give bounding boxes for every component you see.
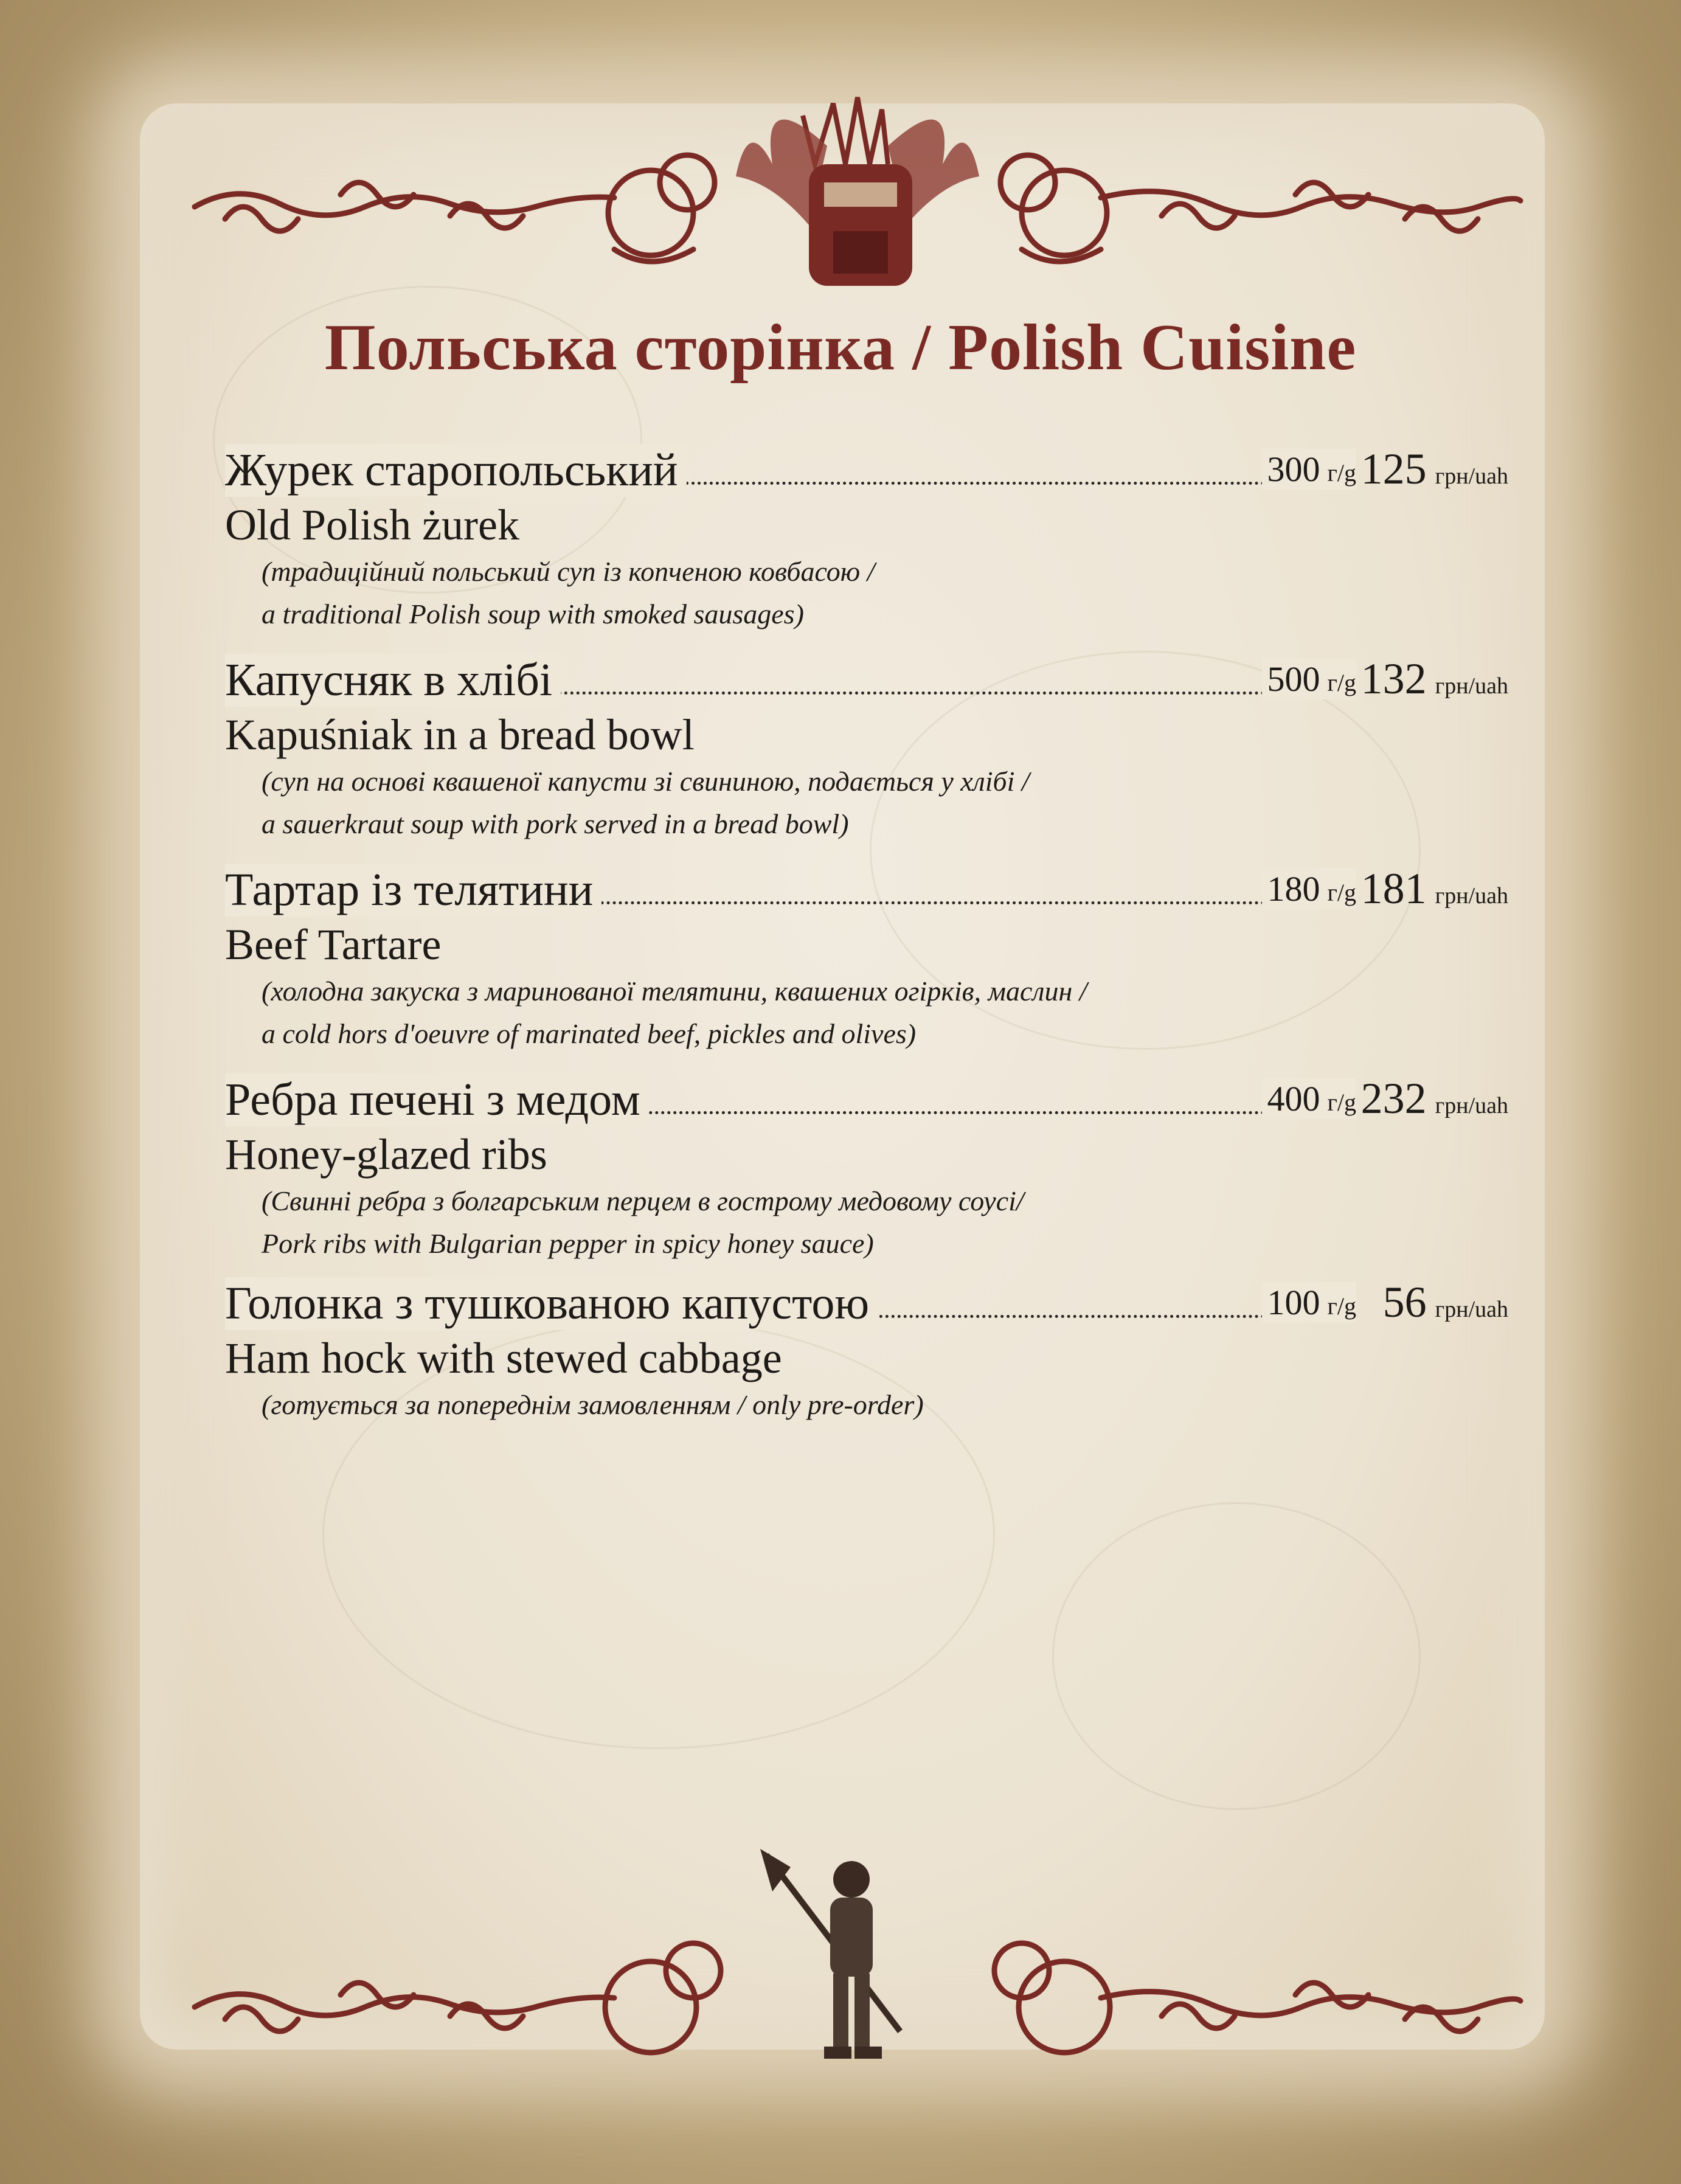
dish-description: a sauerkraut soup with pork served in a bread bowl) (262, 808, 849, 839)
dish-weight: 180 г/g (1262, 868, 1356, 909)
dish-price: 181 грн/uah (1360, 864, 1508, 913)
dish-description: (холодна закуска з маринованої телятини, квашених огірків, маслин / (262, 976, 1087, 1007)
bottom-ornament (189, 1849, 1527, 2068)
dish-price: 232 грн/uah (1360, 1074, 1508, 1123)
dish-price: 132 грн/uah (1360, 654, 1508, 703)
dish-price: 56 грн/uah (1382, 1278, 1508, 1326)
top-ornament (189, 91, 1527, 292)
knight-with-halberd-icon (760, 1849, 900, 2059)
dish-description: (готується за попереднім замовленням / only pre-order) (262, 1389, 924, 1420)
page-title: Польська сторінка / Polish Cuisine (324, 311, 1357, 384)
dish-description: (суп на основі квашеної капусти зі свининою, подається у хлібі / (262, 766, 1030, 797)
menu-item-header (225, 1073, 1508, 1128)
dish-name-ua: Голонка з тушкованою капустою (225, 1277, 878, 1330)
dish-name-en: Honey-glazed ribs (225, 1130, 547, 1179)
dish-weight: 400 г/g (1262, 1078, 1356, 1119)
menu-item-header (225, 1277, 1508, 1332)
menu-item (225, 1073, 1508, 1265)
dish-description: a cold hors d'oeuvre of marinated beef, pickles and olives) (262, 1018, 917, 1049)
menu-item (225, 1277, 1508, 1426)
menu-item (225, 864, 1508, 1055)
dish-name-ua: Ребра печені з медом (225, 1073, 649, 1126)
dish-name-ua: Журек старопольський (225, 444, 687, 497)
dish-weight: 100 г/g (1262, 1282, 1356, 1323)
dish-weight: 300 г/g (1262, 449, 1356, 490)
dish-name-en: Ham hock with stewed cabbage (225, 1334, 782, 1382)
dish-description: (Свинні ребра з болгарським перцем в гострому медовому соусі/ (262, 1185, 1024, 1216)
dish-description: Pork ribs with Bulgarian pepper in spicy honey sauce) (262, 1228, 874, 1259)
menu-item (225, 654, 1508, 845)
menu-item-header (225, 864, 1508, 918)
dish-name-ua: Капусняк в хлібі (225, 654, 561, 707)
dish-description: (традиційний польський суп із копченою ковбасою / (262, 556, 875, 587)
menu-item (225, 444, 1508, 636)
dish-description: a traditional Polish soup with smoked sausages) (262, 598, 804, 629)
menu-item-header (225, 654, 1508, 709)
dish-name-en: Kapuśniak in a bread bowl (225, 710, 695, 759)
heraldic-helmet-icon (736, 97, 979, 286)
dish-price: 125 грн/uah (1360, 445, 1508, 493)
dish-weight: 500 г/g (1262, 659, 1356, 699)
dish-name-en: Beef Tartare (225, 920, 442, 969)
dish-name-ua: Тартар із телятини (225, 864, 601, 917)
menu-item-header (225, 444, 1508, 499)
dish-name-en: Old Polish żurek (225, 501, 519, 549)
